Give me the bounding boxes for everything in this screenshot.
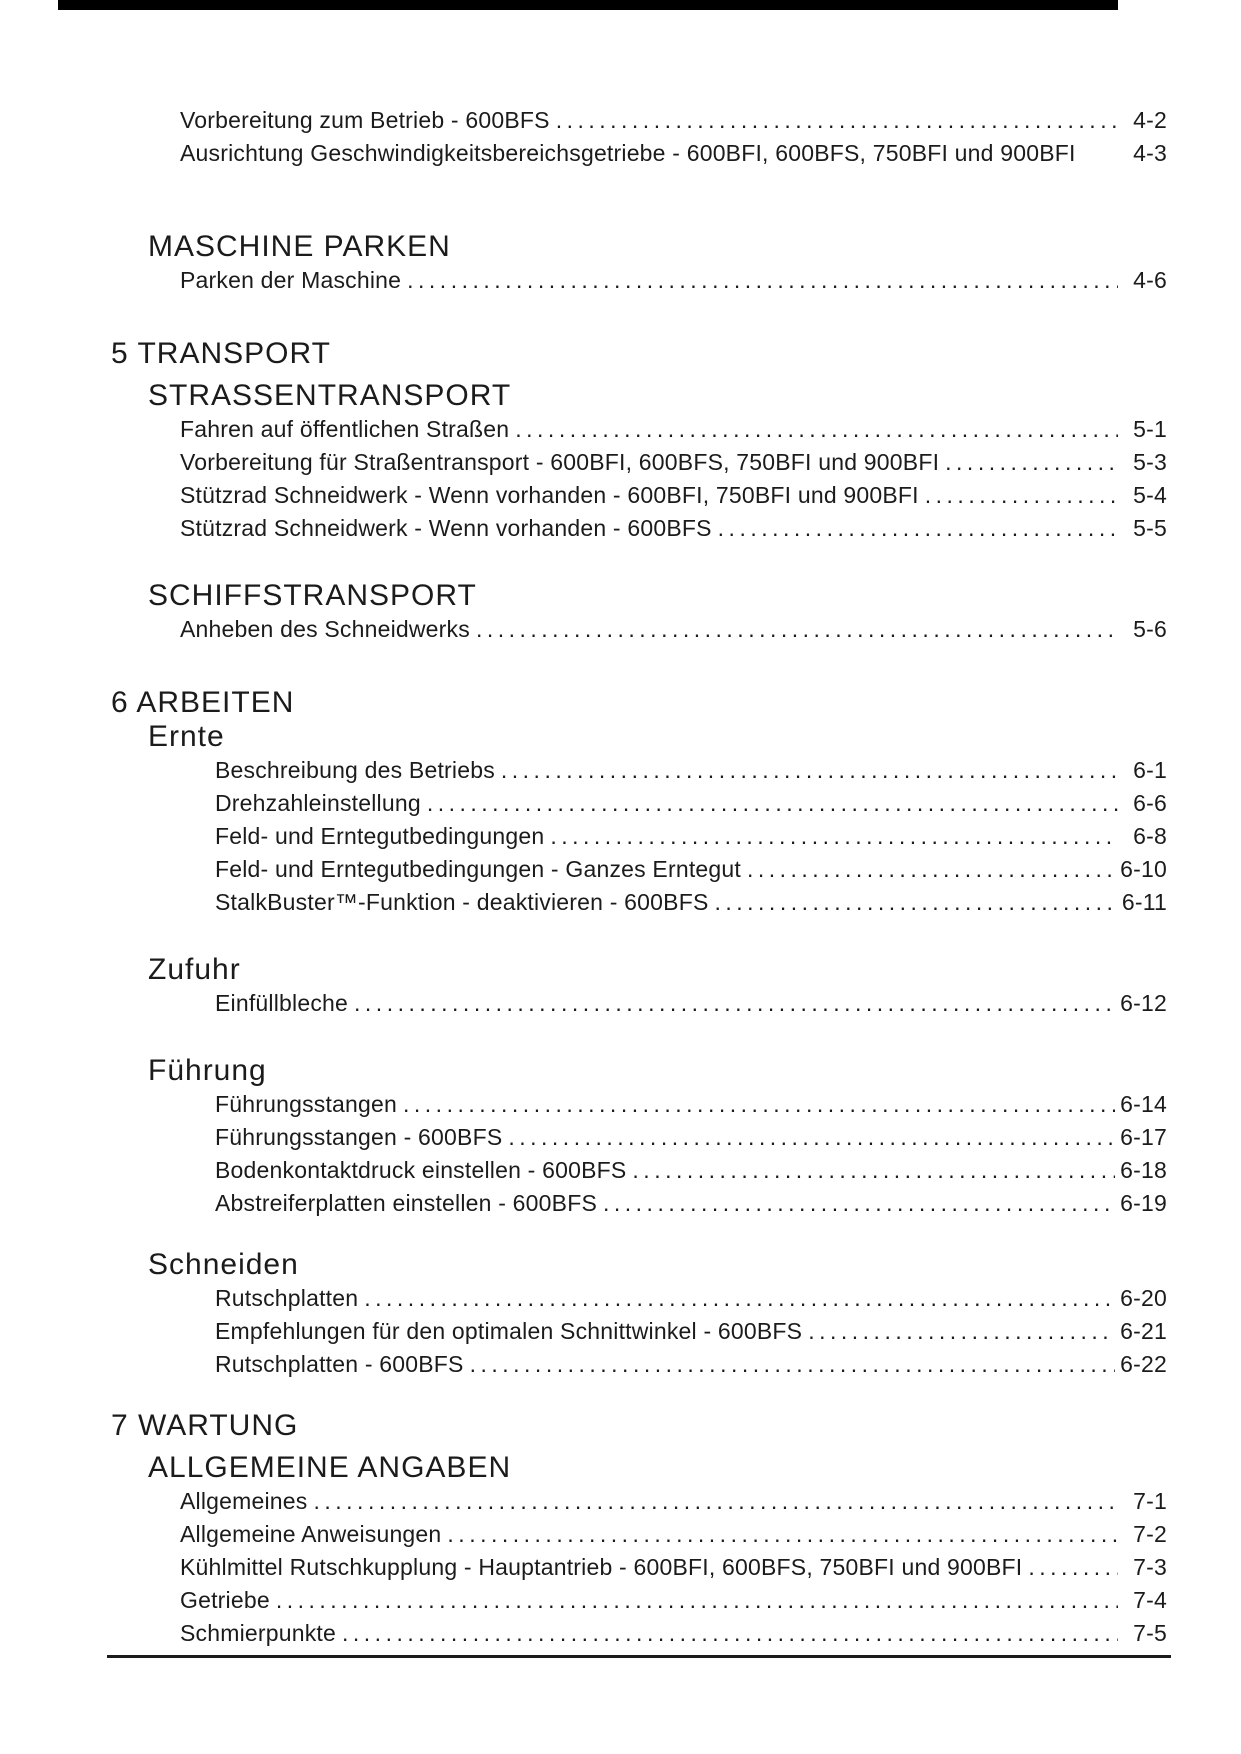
toc-entry-page: 5-3 (1133, 449, 1167, 475)
section-heading: STRASSENTRANSPORT (148, 379, 512, 412)
toc-entry-page: 5-1 (1133, 416, 1167, 442)
chapter-heading: 6 ARBEITEN (111, 686, 295, 719)
toc-entry (215, 1282, 1167, 1315)
toc-entry-title: Drehzahleinstellung (215, 790, 421, 816)
toc-entry (215, 754, 1167, 787)
toc-entry-title: Kühlmittel Rutschkupplung - Hauptantrieb - 600BFI, 600BFS, 750BFI und 900BFI (180, 1554, 1023, 1580)
toc-entry-title: Vorbereitung zum Betrieb - 600BFS (180, 107, 550, 133)
dot-leader (407, 264, 1118, 297)
toc-entry-page: 4-3 (1133, 140, 1167, 166)
toc-entry (180, 1518, 1167, 1551)
dot-leader (603, 1187, 1115, 1220)
toc-entry (180, 613, 1167, 646)
toc-entry-title: Einfüllbleche (215, 990, 349, 1016)
section-heading: ALLGEMEINE ANGABEN (148, 1451, 512, 1484)
dot-leader (945, 446, 1118, 479)
scan-edge-bar (58, 0, 1118, 10)
toc-entry (215, 1348, 1167, 1381)
subsection-heading: Schneiden (148, 1248, 299, 1281)
toc-entry (180, 413, 1167, 446)
toc-entry-title: Fahren auf öffentlichen Straßen (180, 416, 510, 442)
toc-entry (215, 1187, 1167, 1220)
toc-entry-page: 6-21 (1120, 1318, 1167, 1344)
toc-entry-title: Empfehlungen für den optimalen Schnittwinkel - 600BFS (215, 1318, 803, 1344)
toc-entry-page: 5-4 (1133, 482, 1167, 508)
toc-entry-page: 7-4 (1133, 1587, 1167, 1613)
dot-leader (447, 1518, 1118, 1551)
toc-entry (180, 1584, 1167, 1617)
section-heading: SCHIFFSTRANSPORT (148, 579, 477, 612)
toc-entry-page: 7-2 (1133, 1521, 1167, 1547)
toc-entry (180, 1551, 1167, 1584)
toc-entry-page: 6-10 (1120, 856, 1167, 882)
toc-entry-title: Führungsstangen (215, 1091, 398, 1117)
dot-leader (314, 1485, 1119, 1518)
toc-entry-page: 6-19 (1120, 1190, 1167, 1216)
toc-entry (180, 446, 1167, 479)
toc-entry (215, 1154, 1167, 1187)
toc-entry-title: Beschreibung des Betriebs (215, 757, 495, 783)
toc-entry (215, 886, 1167, 919)
toc-entry-page: 7-1 (1133, 1488, 1167, 1514)
dot-leader (342, 1617, 1118, 1650)
dot-leader (808, 1315, 1115, 1348)
toc-entry-page: 7-5 (1133, 1620, 1167, 1646)
toc-entry-page: 6-17 (1120, 1124, 1167, 1150)
dot-leader (354, 987, 1115, 1020)
toc-entry-title: Allgemeines (180, 1488, 308, 1514)
toc-entry-page: 6-20 (1120, 1285, 1167, 1311)
toc-entry (180, 512, 1167, 545)
toc-entry (215, 987, 1167, 1020)
toc-entry-title: Schmierpunkte (180, 1620, 337, 1646)
toc-entry (180, 479, 1167, 512)
dot-leader (718, 512, 1118, 545)
toc-entry-title: Parken der Maschine (180, 267, 402, 293)
dot-leader (925, 479, 1118, 512)
toc-entry-page: 6-11 (1121, 889, 1167, 915)
toc-entry (180, 104, 1167, 137)
toc-entry-page: 4-6 (1133, 267, 1167, 293)
toc-entry-page: 6-12 (1120, 990, 1167, 1016)
dot-leader (550, 820, 1118, 853)
toc-entry-page: 5-6 (1133, 616, 1167, 642)
toc-entry-title: Vorbereitung für Straßentransport - 600BFI, 600BFS, 750BFI und 900BFI (180, 449, 940, 475)
toc-entry-title: StalkBuster™-Funktion - deaktivieren - 600BFS (215, 889, 709, 915)
toc-entry-title: Allgemeine Anweisungen (180, 1521, 442, 1547)
toc-entry-page: 7-3 (1133, 1554, 1167, 1580)
dot-leader (556, 104, 1118, 137)
footer-rule (107, 1655, 1171, 1658)
toc-entry-title: Getriebe (180, 1587, 270, 1613)
dot-leader (276, 1584, 1118, 1617)
toc-entry-title: Rutschplatten (215, 1285, 359, 1311)
toc-entry-page: 6-14 (1120, 1091, 1167, 1117)
toc-entry (215, 853, 1167, 886)
toc-entry-title: Rutschplatten - 600BFS (215, 1351, 464, 1377)
toc-entry-title: Ausrichtung Geschwindigkeitsbereichsgetriebe - 600BFI, 600BFS, 750BFI und 900BFI (180, 140, 1076, 166)
dot-leader (364, 1282, 1115, 1315)
toc-entry-page: 4-2 (1133, 107, 1167, 133)
toc-entry (180, 1617, 1167, 1650)
toc-entry-title: Stützrad Schneidwerk - Wenn vorhanden - 600BFS (180, 515, 712, 541)
toc-entry-title: Stützrad Schneidwerk - Wenn vorhanden - 600BFI, 750BFI und 900BFI (180, 482, 919, 508)
toc-entry-title: Abstreiferplatten einstellen - 600BFS (215, 1190, 597, 1216)
subsection-heading: Führung (148, 1054, 267, 1087)
toc-entry (215, 1088, 1167, 1121)
dot-leader (403, 1088, 1115, 1121)
dot-leader (501, 754, 1118, 787)
dot-leader (470, 1348, 1116, 1381)
toc-entry-page: 6-18 (1120, 1157, 1167, 1183)
toc-entry-title: Führungsstangen - 600BFS (215, 1124, 503, 1150)
chapter-heading: 5 TRANSPORT (111, 337, 331, 370)
dot-leader (714, 886, 1116, 919)
toc-entry (215, 1315, 1167, 1348)
toc-entry-title: Bodenkontaktdruck einstellen - 600BFS (215, 1157, 627, 1183)
toc-entry-page: 6-8 (1133, 823, 1167, 849)
toc-entry (215, 787, 1167, 820)
toc-entry-page: 6-1 (1133, 757, 1167, 783)
toc-entry-title: Feld- und Erntegutbedingungen (215, 823, 545, 849)
toc-entry-page: 6-22 (1120, 1351, 1167, 1377)
dot-leader (632, 1154, 1115, 1187)
toc-entry (180, 264, 1167, 297)
section-heading: MASCHINE PARKEN (148, 230, 451, 263)
dot-leader (1028, 1551, 1118, 1584)
table-of-contents (0, 104, 1241, 1650)
toc-entry (215, 1121, 1167, 1154)
toc-entry-page: 5-5 (1133, 515, 1167, 541)
toc-entry (215, 820, 1167, 853)
dot-leader (476, 613, 1118, 646)
toc-entry-page: 6-6 (1133, 790, 1167, 816)
subsection-heading: Zufuhr (148, 953, 241, 986)
dot-leader (427, 787, 1118, 820)
dot-leader (747, 853, 1115, 886)
dot-leader (508, 1121, 1115, 1154)
toc-entry (180, 137, 1167, 170)
subsection-heading: Ernte (148, 720, 225, 753)
toc-entry-title: Anheben des Schneidwerks (180, 616, 470, 642)
toc-entry-title: Feld- und Erntegutbedingungen - Ganzes Erntegut (215, 856, 741, 882)
dot-leader (515, 413, 1118, 446)
toc-entry (180, 1485, 1167, 1518)
chapter-heading: 7 WARTUNG (111, 1409, 299, 1442)
